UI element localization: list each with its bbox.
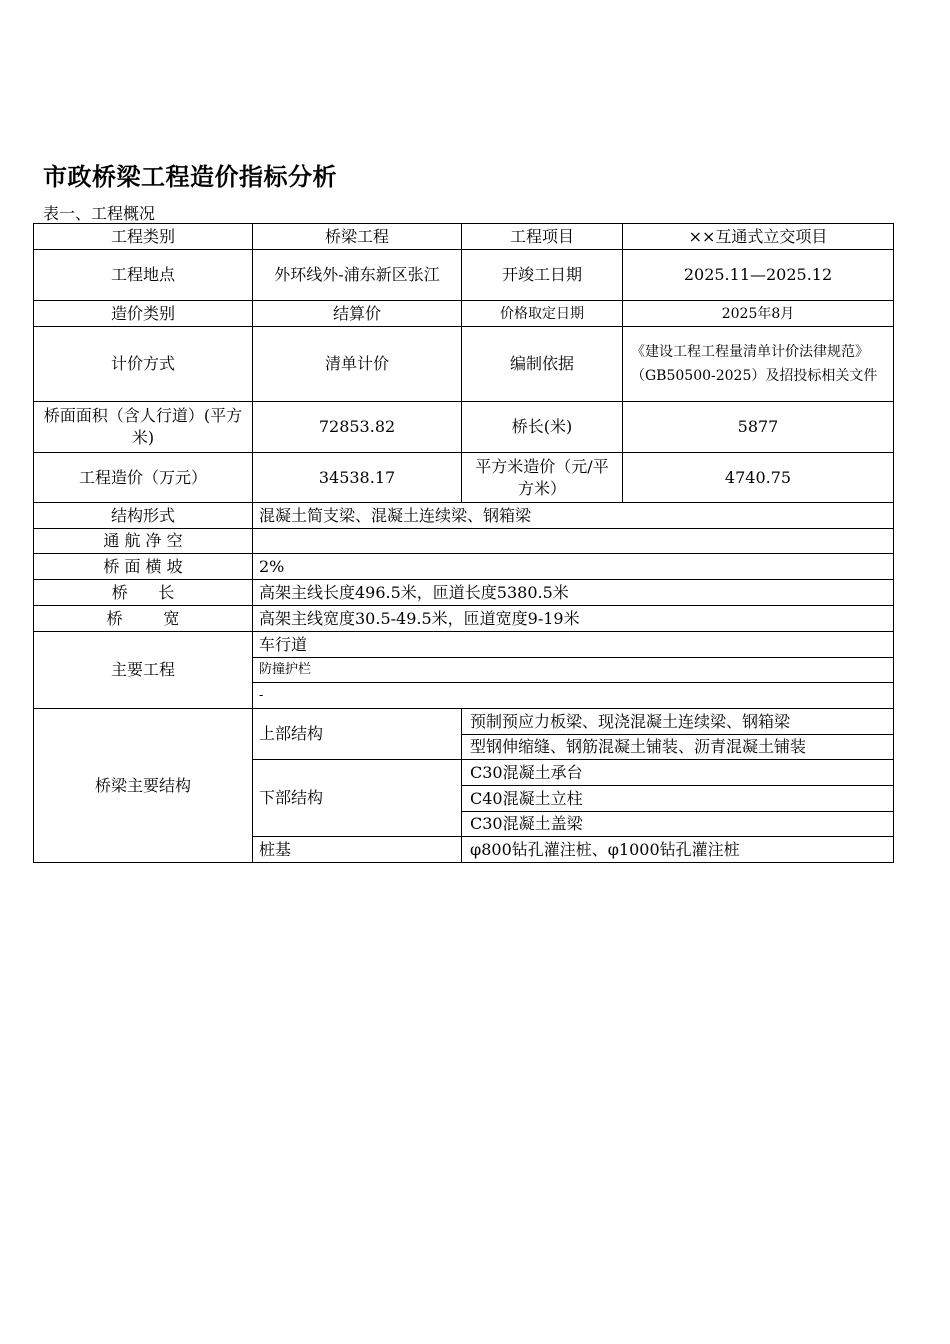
value-width: 高架主线宽度30.5-49.5米，匝道宽度9-19米 [253,606,894,632]
lower-structure-item: C40混凝土立柱 [462,786,894,812]
label-structure: 结构形式 [34,503,253,529]
value-project: ××互通式立交项目 [623,224,894,250]
label-main-structure: 桥梁主要结构 [34,709,253,863]
label-deck-area: 桥面面积（含人行道）(平方米) [34,402,253,453]
label-slope: 桥 面 横 坡 [34,554,253,580]
table-row [34,529,894,554]
value-bridge-length: 5877 [623,402,894,453]
table-row [34,224,894,250]
label-dates: 开竣工日期 [462,250,623,301]
label-project-cost: 工程造价（万元） [34,453,253,503]
label-basis: 编制依据 [462,327,623,402]
label-location: 工程地点 [34,250,253,301]
table-caption: 表一、工程概况 [43,204,156,223]
page-title: 市政桥梁工程造价指标分析 [43,163,337,191]
value-structure: 混凝土简支梁、混凝土连续梁、钢箱梁 [253,503,894,529]
main-works-item: 防撞护栏 [253,658,894,683]
main-works-item: 车行道 [253,632,894,658]
label-project: 工程项目 [462,224,623,250]
project-overview-table [33,223,894,863]
table-row [34,250,894,301]
table-row [34,554,894,580]
label-width: 桥 宽 [34,606,253,632]
table-row [34,580,894,606]
lower-structure-item: C30混凝土承台 [462,760,894,786]
value-cost-type: 结算价 [253,301,462,327]
table-row [34,402,894,453]
value-slope: 2% [253,554,894,580]
label-lower-structure: 下部结构 [253,760,462,837]
table-row [34,606,894,632]
value-project-cost: 34538.17 [253,453,462,503]
lower-structure-item: C30混凝土盖梁 [462,812,894,837]
label-cost-type: 造价类别 [34,301,253,327]
label-length: 桥 长 [34,580,253,606]
table-row [34,453,894,503]
upper-structure-item: 型钢伸缩缝、钢筋混凝土铺装、沥青混凝土铺装 [462,735,894,760]
table-row [34,327,894,402]
value-deck-area: 72853.82 [253,402,462,453]
value-basis: 《建设工程工程量清单计价法律规范》（GB50500-2025）及招投标相关文件 [623,327,894,402]
main-works-item: - [253,683,894,709]
value-category: 桥梁工程 [253,224,462,250]
label-upper-structure: 上部结构 [253,709,462,760]
value-length: 高架主线长度496.5米，匝道长度5380.5米 [253,580,894,606]
value-price-date: 2025年8月 [623,301,894,327]
label-pile: 桩基 [253,837,462,863]
label-price-date: 价格取定日期 [462,301,623,327]
value-clearance [253,529,894,554]
label-bridge-length: 桥长(米) [462,402,623,453]
value-unit-cost: 4740.75 [623,453,894,503]
label-category: 工程类别 [34,224,253,250]
table-row [34,632,894,658]
value-pricing: 清单计价 [253,327,462,402]
label-clearance: 通 航 净 空 [34,529,253,554]
table-row [34,503,894,529]
upper-structure-item: 预制预应力板梁、现浇混凝土连续梁、钢箱梁 [462,709,894,735]
table-row [34,301,894,327]
label-pricing: 计价方式 [34,327,253,402]
value-pile: φ800钻孔灌注桩、φ1000钻孔灌注桩 [462,837,894,863]
value-location: 外环线外-浦东新区张江 [253,250,462,301]
value-dates: 2025.11—2025.12 [623,250,894,301]
label-main-works: 主要工程 [34,632,253,709]
table-row [34,709,894,735]
label-unit-cost: 平方米造价（元/平方米） [462,453,623,503]
